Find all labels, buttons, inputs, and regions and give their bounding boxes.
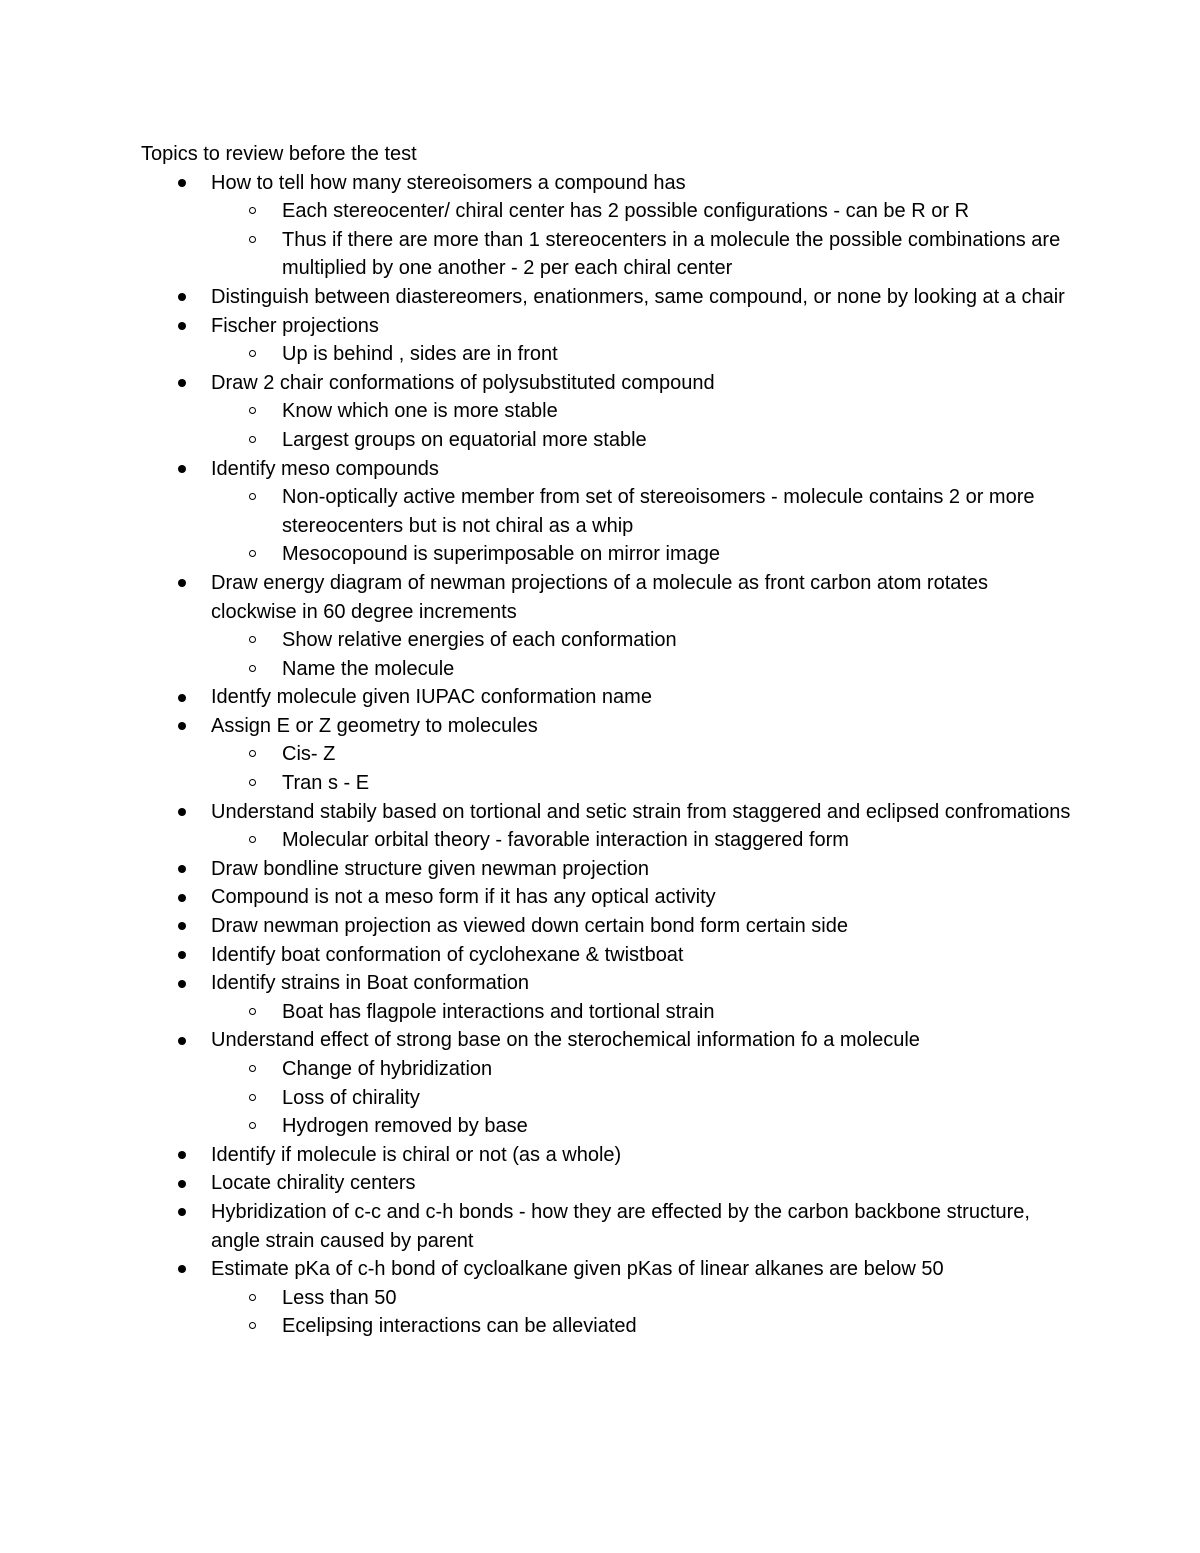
bullet-dot-icon bbox=[178, 465, 186, 473]
subtopic-list bbox=[211, 340, 1071, 369]
subtopic-item bbox=[282, 1084, 1071, 1113]
bullet-dot-icon bbox=[178, 951, 186, 959]
subtopic-text: Less than 50 bbox=[282, 1286, 397, 1309]
bullet-circle-icon bbox=[249, 207, 256, 214]
subtopic-text: Non-optically active member from set of stereoisomers - molecule contains 2 or more stereocenters but is not chiral as a whip bbox=[282, 486, 1035, 537]
bullet-dot-icon bbox=[178, 179, 186, 187]
bullet-dot-icon bbox=[178, 865, 186, 873]
topic-item bbox=[211, 883, 1071, 912]
topic-item bbox=[211, 1026, 1071, 1140]
subtopic-item bbox=[282, 426, 1071, 455]
subtopic-list bbox=[211, 1055, 1071, 1141]
bullet-dot-icon bbox=[178, 1265, 186, 1273]
topic-text: Draw newman projection as viewed down certain bond form certain side bbox=[211, 915, 848, 938]
subtopic-list bbox=[211, 826, 1071, 855]
bullet-circle-icon bbox=[249, 665, 256, 672]
subtopic-item bbox=[282, 540, 1071, 569]
topic-item bbox=[211, 283, 1071, 312]
bullet-dot-icon bbox=[178, 322, 186, 330]
subtopic-text: Largest groups on equatorial more stable bbox=[282, 428, 647, 451]
bullet-circle-icon bbox=[249, 350, 256, 357]
subtopic-list bbox=[211, 397, 1071, 454]
bullet-dot-icon bbox=[178, 980, 186, 988]
topic-text: How to tell how many stereoisomers a compound has bbox=[211, 171, 686, 194]
subtopic-item bbox=[282, 397, 1071, 426]
topic-text: Hybridization of c-c and c-h bonds - how they are effected by the carbon backbone structure, angle strain caused by parent bbox=[211, 1200, 1030, 1252]
subtopic-item bbox=[282, 226, 1071, 283]
topic-item bbox=[211, 1198, 1071, 1255]
subtopic-text: Name the molecule bbox=[282, 657, 455, 680]
subtopic-item bbox=[282, 626, 1071, 655]
subtopic-text: Mesocopound is superimposable on mirror image bbox=[282, 543, 720, 566]
bullet-dot-icon bbox=[178, 579, 186, 587]
subtopic-item bbox=[282, 740, 1071, 769]
topic-item bbox=[211, 455, 1071, 569]
bullet-dot-icon bbox=[178, 1180, 186, 1188]
topic-text: Fischer projections bbox=[211, 314, 379, 337]
bullet-dot-icon bbox=[178, 722, 186, 730]
bullet-dot-icon bbox=[178, 1151, 186, 1159]
subtopic-item bbox=[282, 197, 1071, 226]
topic-item bbox=[211, 369, 1071, 455]
topic-text: Understand stabily based on tortional and setic strain from staggered and eclipsed confromations bbox=[211, 800, 1071, 823]
bullet-circle-icon bbox=[249, 1065, 256, 1072]
topic-text: Distinguish between diastereomers, enationmers, same compound, or none by looking at a chair bbox=[211, 285, 1065, 308]
bullet-circle-icon bbox=[249, 779, 256, 786]
bullet-circle-icon bbox=[249, 750, 256, 757]
topic-text: Identify if molecule is chiral or not (as a whole) bbox=[211, 1143, 622, 1166]
topic-item bbox=[211, 941, 1071, 970]
topic-item bbox=[211, 683, 1071, 712]
subtopic-item bbox=[282, 483, 1071, 540]
topic-item bbox=[211, 798, 1071, 855]
subtopic-list bbox=[211, 740, 1071, 797]
subtopic-text: Cis- Z bbox=[282, 743, 336, 766]
topic-text: Identify strains in Boat conformation bbox=[211, 972, 529, 995]
topic-text: Understand effect of strong base on the sterochemical information fo a molecule bbox=[211, 1029, 920, 1052]
subtopic-item bbox=[282, 655, 1071, 684]
bullet-circle-icon bbox=[249, 1008, 256, 1015]
topic-text: Identfy molecule given IUPAC conformation name bbox=[211, 686, 652, 709]
topic-text: Identify meso compounds bbox=[211, 457, 439, 480]
subtopic-text: Each stereocenter/ chiral center has 2 possible configurations - can be R or R bbox=[282, 200, 970, 223]
subtopic-text: Change of hybridization bbox=[282, 1058, 493, 1080]
topic-item bbox=[211, 312, 1071, 369]
bullet-circle-icon bbox=[249, 1094, 256, 1101]
topic-item bbox=[211, 855, 1071, 884]
bullet-dot-icon bbox=[178, 1037, 186, 1045]
subtopic-text: Boat has flagpole interactions and tortional strain bbox=[282, 1000, 715, 1023]
subtopic-item bbox=[282, 998, 1071, 1027]
bullet-dot-icon bbox=[178, 922, 186, 930]
topic-text: Assign E or Z geometry to molecules bbox=[211, 714, 538, 737]
bullet-circle-icon bbox=[249, 636, 256, 643]
topic-item bbox=[211, 569, 1071, 683]
subtopic-list bbox=[211, 998, 1071, 1027]
subtopic-item bbox=[282, 1112, 1071, 1141]
topic-text: Draw bondline structure given newman projection bbox=[211, 857, 650, 880]
subtopic-text: Show relative energies of each conformation bbox=[282, 629, 677, 652]
subtopic-item bbox=[282, 1312, 1071, 1341]
subtopic-item bbox=[282, 1284, 1071, 1313]
bullet-circle-icon bbox=[249, 550, 256, 557]
bullet-dot-icon bbox=[178, 808, 186, 816]
topic-item bbox=[211, 712, 1071, 798]
bullet-dot-icon bbox=[178, 1208, 186, 1216]
subtopic-text: Tran s - E bbox=[282, 772, 370, 795]
bullet-dot-icon bbox=[178, 694, 186, 702]
subtopic-list bbox=[211, 197, 1071, 283]
document-title: Topics to review before the test bbox=[141, 143, 417, 165]
bullet-dot-icon bbox=[178, 894, 186, 902]
topic-item bbox=[211, 912, 1071, 941]
topic-text: Identify boat conformation of cyclohexane & twistboat bbox=[211, 943, 684, 966]
topic-text: Locate chirality centers bbox=[211, 1172, 416, 1195]
topic-item bbox=[211, 1169, 1071, 1198]
subtopic-list bbox=[211, 1284, 1071, 1341]
bullet-circle-icon bbox=[249, 1122, 256, 1129]
topic-item bbox=[211, 1141, 1071, 1170]
topic-text: Compound is not a meso form if it has any optical activity bbox=[211, 886, 716, 909]
subtopic-item bbox=[282, 769, 1071, 798]
subtopic-text: Up is behind , sides are in front bbox=[282, 343, 558, 366]
bullet-circle-icon bbox=[249, 1294, 256, 1301]
subtopic-text: Loss of chirality bbox=[282, 1086, 420, 1109]
subtopic-list bbox=[211, 626, 1071, 683]
bullet-circle-icon bbox=[249, 436, 256, 443]
subtopic-item bbox=[282, 826, 1071, 855]
subtopic-item bbox=[282, 340, 1071, 369]
topic-item bbox=[211, 169, 1071, 283]
topic-text: Draw energy diagram of newman projections of a molecule as front carbon atom rotates clockwise in 60 degree increments bbox=[211, 571, 989, 623]
topic-text: Draw 2 chair conformations of polysubstituted compound bbox=[211, 371, 715, 394]
subtopic-item bbox=[282, 1055, 1071, 1084]
bullet-dot-icon bbox=[178, 293, 186, 301]
topic-item bbox=[211, 1255, 1071, 1341]
bullet-circle-icon bbox=[249, 493, 256, 500]
bullet-circle-icon bbox=[249, 1322, 256, 1329]
bullet-circle-icon bbox=[249, 236, 256, 243]
subtopic-text: Molecular orbital theory - favorable interaction in staggered form bbox=[282, 829, 849, 852]
topic-list bbox=[211, 169, 1071, 1341]
subtopic-text: Thus if there are more than 1 stereocenters in a molecule the possible combinations are multiplied by one another - 2 per each chiral center bbox=[282, 228, 1061, 280]
subtopic-text: Know which one is more stable bbox=[282, 400, 558, 423]
topic-item bbox=[211, 969, 1071, 1026]
bullet-circle-icon bbox=[249, 836, 256, 843]
topic-text: Estimate pKa of c-h bond of cycloalkane given pKas of linear alkanes are below 50 bbox=[211, 1258, 944, 1281]
subtopic-list bbox=[211, 483, 1071, 569]
subtopic-text: Hydrogen removed by base bbox=[282, 1115, 528, 1138]
subtopic-text: Ecelipsing interactions can be alleviated bbox=[282, 1315, 637, 1338]
bullet-circle-icon bbox=[249, 407, 256, 414]
bullet-dot-icon bbox=[178, 379, 186, 387]
